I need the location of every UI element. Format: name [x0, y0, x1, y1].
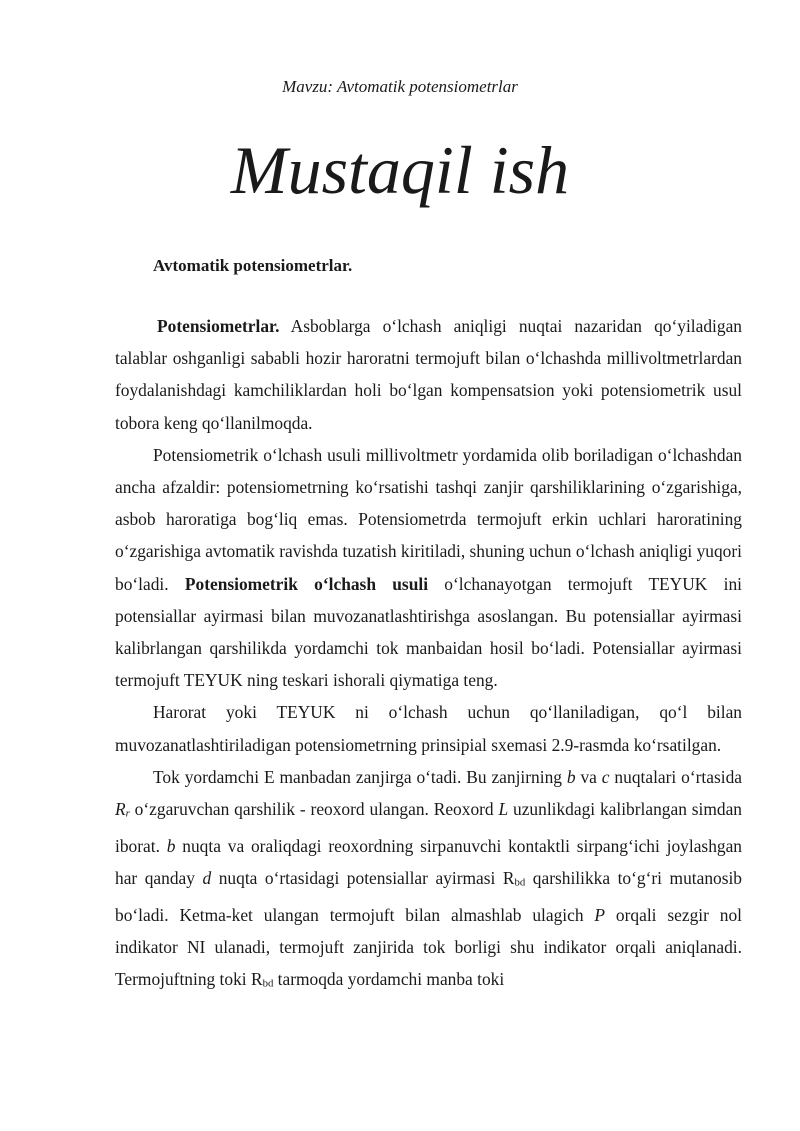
- paragraph-1-text: Asboblarga o‘lchash aniqligi nuqtai nazaridan qo‘yiladigan talablar oshganligi sababli hozir haroratni termojuft bilan o‘lchashda millivoltmetrlardan foydalanishdagi kamchiliklardan holi bo‘lgan kompensatsion yoki potensiometrik usul tobora keng qo‘llanilmoqda.: [115, 316, 742, 433]
- paragraph-4-text: qarshilikka to‘g‘ri mutanosib bo‘ladi. Ketma-ket ulangan termojuft bilan almashlab ulagich: [115, 868, 743, 925]
- point-b: b: [166, 835, 176, 856]
- symbol-l: L: [498, 799, 509, 820]
- point-c: c: [601, 766, 610, 787]
- paragraph-4-text: orqali sezgir nol indikator NI ulanadi, termojuft zanjirida tok borligi shu indikator orqali aniqlanadi. Termojuftning toki R: [115, 904, 742, 990]
- paragraph-4-text: uzunlikdagi kalibrlangan simdan iborat.: [115, 799, 742, 856]
- paragraph-4-text: va: [575, 766, 602, 787]
- point-d: d: [202, 868, 212, 889]
- paragraph-1: [115, 310, 742, 439]
- paragraph-3: [115, 696, 742, 760]
- paragraph-2-text-2: o‘lchanayotgan termojuft TEYUK ini potensiallar ayirmasi bilan muvozanatlashtirishga asoslangan. Bu potensiallar ayirmasi kalibrlangan qarshilikda yordamchi tok manbaidan hosil bo‘ladi. Potensiallar ayirmasi termojuft TEYUK ning teskari ishorali qiymatiga teng.: [115, 573, 742, 691]
- paragraph-4-text: tarmoqda yordamchi manba toki: [273, 969, 505, 990]
- term-potensiometrlar: Potensiometrlar.: [157, 316, 280, 336]
- paragraph-2: [115, 439, 742, 697]
- document-body: [115, 310, 742, 1000]
- subscript-bd: bd: [514, 876, 526, 889]
- symbol-r-subscript: r: [125, 807, 130, 820]
- symbol-p: P: [594, 904, 606, 925]
- paragraph-4-text: nuqtalari o‘rtasida: [609, 766, 742, 787]
- paragraph-4-text: o‘zgaruvchan qarshilik - reoxord ulangan. Reoxord: [129, 799, 499, 820]
- paragraph-2-text: Potensiometrik o‘lchash usuli millivoltmetr yordamida olib boriladigan o‘lchashdan ancha afzaldir: potensiometrning ko‘rsatishi tashqi zanjir qarshiliklarining o‘zgarishiga, asbob haroratiga bog‘liq emas. Potensiometrda termojuft erkin uchlari haroratining o‘zgarishiga avtomatik ravishda tuzatish kiritiladi, shuning uchun o‘lchash aniqligi yuqori bo‘ladi.: [115, 444, 742, 594]
- section-heading: Avtomatik potensiometrlar.: [153, 256, 353, 275]
- paragraph-4-text: nuqta o‘rtasidagi potensiallar ayirmasi R: [211, 868, 515, 889]
- subscript-bd: bd: [262, 977, 274, 990]
- term-potensiometrik-usul: Potensiometrik o‘lchash usuli: [184, 573, 429, 594]
- topic-subtitle: Mavzu: Avtomatik potensiometrlar: [282, 77, 518, 96]
- paragraph-4-text: nuqta va oraliqdagi reoxordning sirpanuvchi kontaktli sirpang‘ichi joylashgan har qanday: [115, 835, 742, 889]
- symbol-r: R: [115, 799, 126, 820]
- paragraph-4-text: Tok yordamchi E manbadan zanjirga o‘tadi. Bu zanjirning: [153, 766, 567, 787]
- point-b: b: [566, 766, 576, 787]
- document-title: Mustaqil ish: [230, 132, 570, 208]
- paragraph-4: [115, 761, 742, 1000]
- paragraph-3-text: Harorat yoki TEYUK ni o‘lchash uchun qo‘llaniladigan, qo‘l bilan muvozanatlashtiriladigan potensiometrning prinsipial sxemasi 2.9-rasmda ko‘rsatilgan.: [115, 702, 742, 755]
